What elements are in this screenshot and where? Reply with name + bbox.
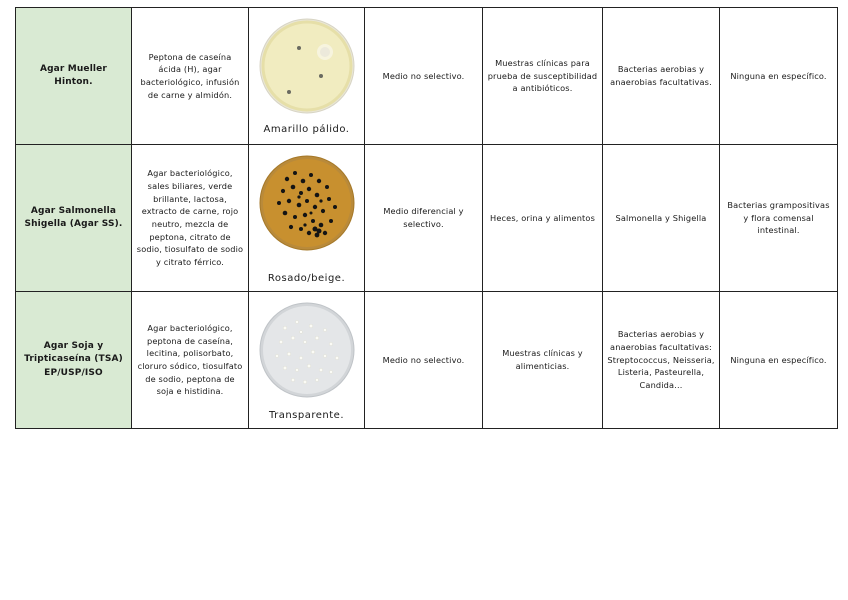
- pale-yellow-agar-plate-icon: [255, 14, 359, 118]
- appearance-caption: Transparente.: [268, 409, 345, 421]
- appearance-caption: Rosado/beige.: [267, 272, 346, 284]
- clear-agar-plate-white-colonies-icon: [255, 298, 359, 402]
- inhibits-cell: Ninguna en específico.: [720, 292, 838, 429]
- appearance-cell: [249, 292, 365, 429]
- composition-cell: Peptona de caseína ácida (H), agar bacteriológico, infusión de carne y almidón.: [132, 8, 249, 145]
- table-row: [16, 8, 838, 145]
- appearance-caption: Amarillo pálido.: [263, 123, 350, 135]
- medium-type-cell: Medio no selectivo.: [365, 8, 483, 145]
- table-row: [16, 292, 838, 429]
- medium-type-cell: Medio diferencial y selectivo.: [365, 145, 483, 292]
- composition-cell: Agar bacteriológico, sales biliares, verde brillante, lactosa, extracto de carne, rojo neutro, mezcla de peptona, citrato de sodio, tiosulfato de sodio y citrato férrico.: [132, 145, 249, 292]
- grows-cell: Salmonella y Shigella: [603, 145, 720, 292]
- sample-use-cell: Muestras clínicas para prueba de susceptibilidad a antibióticos.: [483, 8, 603, 145]
- medium-name-cell: Agar Mueller Hinton.: [16, 8, 132, 145]
- grows-cell: Bacterias aerobias y anaerobias facultativas.: [603, 8, 720, 145]
- medium-name-cell: Agar Salmonella Shigella (Agar SS).: [16, 145, 132, 292]
- amber-agar-plate-black-colonies-icon: [255, 151, 359, 255]
- table-row: [16, 145, 838, 292]
- grows-cell: Bacterias aerobias y anaerobias facultativas: Streptococcus, Neisseria, Listeria, Pasteurella, Candida...: [603, 292, 720, 429]
- composition-cell: Agar bacteriológico, peptona de caseína, lecitina, polisorbato, cloruro sódico, tiosulfato de sodio, peptona de soja e histidina.: [132, 292, 249, 429]
- sample-use-cell: Heces, orina y alimentos: [483, 145, 603, 292]
- medium-type-cell: Medio no selectivo.: [365, 292, 483, 429]
- culture-media-table: [15, 7, 838, 429]
- appearance-cell: [249, 145, 365, 292]
- appearance-cell: [249, 8, 365, 145]
- sample-use-cell: Muestras clínicas y alimenticias.: [483, 292, 603, 429]
- inhibits-cell: Bacterias grampositivas y flora comensal intestinal.: [720, 145, 838, 292]
- inhibits-cell: Ninguna en específico.: [720, 8, 838, 145]
- medium-name-cell: Agar Soja y Tripticaseína (TSA) EP/USP/ISO: [16, 292, 132, 429]
